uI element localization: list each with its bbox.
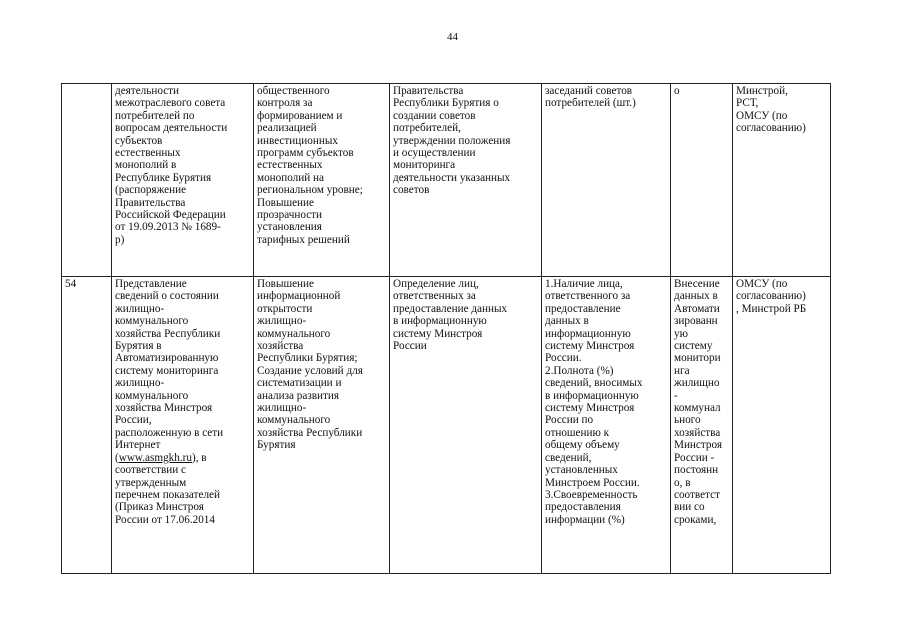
cell-text-line: утвержденным	[115, 476, 187, 489]
goal-cell	[254, 84, 390, 277]
cell-text-line: инвестиционных	[257, 134, 338, 147]
cell-text-line: Правительства	[115, 196, 186, 209]
cell-text-line: сведений,	[545, 451, 592, 464]
cell-text-line: Минстроем России.	[545, 476, 640, 489]
cell-text-line: информационную	[545, 327, 631, 340]
cell-text-line: потребителей по	[115, 109, 195, 122]
cell-text-line: расположенную в сети	[115, 426, 224, 439]
row-number-cell: 54	[62, 277, 112, 574]
cell-text-line: р)	[115, 233, 125, 246]
cell-text-line: зированн	[674, 315, 718, 328]
cell-text-line: России -	[674, 451, 715, 464]
cell-text-line: России.	[545, 352, 582, 365]
cell-text-line: жилищно-	[257, 402, 307, 415]
cell-text-line: монитори	[674, 352, 721, 365]
cell-text-line: хозяйства Республики	[257, 426, 363, 439]
cell-text-line: субъектов	[115, 134, 163, 147]
cell-text-line: реализацией	[257, 122, 317, 135]
cell-text-line: Представление	[115, 278, 187, 290]
cell-text-line: общественного	[257, 85, 330, 97]
cell-text-line: мониторинга	[393, 159, 456, 172]
cell-text-line: программ субъектов	[257, 147, 354, 160]
cell-text-line: данных в	[545, 315, 589, 328]
cell-text-line: ОМСУ (по	[736, 109, 788, 122]
cell-text-line: вопросам деятельности	[115, 122, 228, 135]
cell-text-line: коммунального	[257, 327, 331, 340]
responsible-cell	[733, 84, 831, 277]
cell-text-line: деятельности указанных	[393, 171, 511, 184]
cell-text-line: сведений, вносимых	[545, 377, 643, 390]
cell-text-line: установления	[257, 221, 322, 234]
measure-name-cell	[112, 277, 254, 574]
cell-text-line: жилищно-	[115, 377, 165, 390]
cell-text-line: 3.Своевременность	[545, 488, 638, 501]
deadline-cell	[671, 277, 733, 574]
cell-text-line: Российской Федерации	[115, 209, 226, 222]
cell-text-line: межотраслевого совета	[115, 97, 226, 110]
cell-text-line: (Приказ Минстроя	[115, 501, 204, 514]
deadline-cell	[671, 84, 733, 277]
cell-text-line: Внесение	[674, 278, 720, 290]
cell-text-line: России по	[545, 414, 594, 427]
cell-text-line: Минстроя	[674, 439, 723, 452]
cell-text-line: прозрачности	[257, 209, 323, 222]
cell-text-line: деятельности	[115, 85, 180, 97]
cell-text-line: открытости	[257, 302, 313, 315]
cell-text-line: (распоряжение	[115, 184, 187, 197]
cell-text-line: постоянн	[674, 464, 719, 477]
cell-text-line: о	[674, 85, 680, 97]
result-cell	[390, 84, 542, 277]
cell-text-line: общему объему	[545, 439, 620, 452]
cell-text-line: соответст	[674, 488, 720, 501]
website-link[interactable]: www.asmgkh.ru	[118, 451, 192, 464]
cell-text-line: региональном уровне;	[257, 184, 363, 197]
cell-text-line: информационной	[257, 290, 341, 303]
cell-text-line: утверждении положения	[393, 134, 511, 147]
cell-text-line: согласованию)	[736, 122, 806, 135]
cell-text-line: хозяйства	[257, 340, 304, 353]
cell-text-line: 2.Полнота (%)	[545, 364, 614, 377]
cell-text-line: России	[393, 340, 427, 353]
cell-text-line: естественных	[115, 147, 181, 160]
cell-text-line: о, в	[674, 476, 691, 489]
cell-text-line: перечнем показателей	[115, 488, 220, 501]
cell-text-line: РСТ,	[736, 97, 759, 110]
cell-text-line: жилищно-	[115, 302, 165, 315]
cell-text-line: Создание условий для	[257, 364, 363, 377]
cell-text-line: информации (%)	[545, 513, 625, 526]
cell-text-line: ответственного за	[545, 290, 631, 303]
cell-text-line: от 19.09.2013 № 1689-	[115, 221, 221, 234]
measure-name-cell	[112, 84, 254, 277]
cell-text-line: ответственных за	[393, 290, 476, 303]
cell-text-line: Автоматизированную	[115, 352, 219, 365]
cell-text-line: ОМСУ (по	[736, 278, 788, 290]
cell-text-line: монополий в	[115, 159, 177, 172]
cell-text-line: в информационную	[393, 315, 487, 328]
table-row	[62, 84, 831, 277]
cell-text-line: хозяйства Минстроя	[115, 402, 213, 415]
cell-text-line: Интернет	[115, 439, 161, 452]
cell-text-line: Республики Бурятия о	[393, 97, 499, 110]
cell-text-line: тарифных решений	[257, 233, 350, 246]
cell-text-line: хозяйства Республики	[115, 327, 221, 340]
cell-text-line: Республике Бурятия	[115, 171, 212, 184]
cell-text-line: коммунального	[115, 315, 189, 328]
result-cell	[390, 277, 542, 574]
cell-text-line: предоставление данных	[393, 302, 508, 315]
cell-text-line: потребителей,	[393, 122, 461, 135]
goal-cell	[254, 277, 390, 574]
cell-text-line: коммунального	[257, 414, 331, 427]
cell-text-line: предоставления	[545, 501, 621, 514]
cell-text-line: России,	[115, 414, 152, 427]
cell-text-line: советов	[393, 184, 430, 197]
indicator-cell	[542, 84, 671, 277]
cell-text-line: хозяйства	[674, 426, 721, 439]
cell-text-line: отношению к	[545, 426, 610, 439]
responsible-cell	[733, 277, 831, 574]
cell-text-line: нга	[674, 364, 690, 377]
cell-text-line: Бурятия в	[115, 340, 162, 353]
row-number-cell	[62, 84, 112, 277]
cell-text-line: согласованию)	[736, 290, 806, 303]
cell-text-line: (www.asmgkh.ru), в	[115, 451, 207, 464]
cell-text-line: в информационную	[545, 389, 639, 402]
cell-text-line: и осуществлении	[393, 147, 476, 160]
cell-text-line: естественных	[257, 159, 323, 172]
cell-text-line: ую	[674, 327, 688, 340]
cell-text-line: систему	[674, 340, 713, 353]
cell-text-line: коммунального	[115, 389, 189, 402]
cell-text-line: предоставление	[545, 302, 621, 315]
cell-text-line: -	[674, 389, 678, 402]
cell-text-line: Минстрой,	[736, 85, 788, 97]
indicator-cell	[542, 277, 671, 574]
cell-text-line: систему Минстроя	[545, 402, 635, 415]
table-row	[62, 277, 831, 574]
cell-text-line: ьного	[674, 414, 701, 427]
cell-text-line: заседаний советов	[545, 85, 633, 97]
cell-text-line: потребителей (шт.)	[545, 97, 636, 110]
cell-text-line: монополий на	[257, 171, 324, 184]
cell-text-line: установленных	[545, 464, 618, 477]
cell-text-line: данных в	[674, 290, 718, 303]
cell-text-line: контроля за	[257, 97, 313, 110]
cell-text-line: систематизации и	[257, 377, 342, 390]
cell-text-line: систему мониторинга	[115, 364, 219, 377]
cell-text-line: сведений о состоянии	[115, 290, 219, 303]
cell-text-line: жилищно	[674, 377, 720, 390]
cell-text-line: Автомати	[674, 302, 720, 315]
cell-text-line: создании советов	[393, 109, 476, 122]
cell-text-line: формированием и	[257, 109, 343, 122]
cell-text-line: Повышение	[257, 278, 314, 290]
page-number: 44	[447, 31, 458, 43]
cell-text-line: Повышение	[257, 196, 314, 209]
cell-text-line: , Минстрой РБ	[736, 302, 807, 315]
cell-text-line: соответствии с	[115, 464, 186, 477]
cell-text-line: Правительства	[393, 85, 464, 97]
cell-text-line: систему Минстроя	[545, 340, 635, 353]
cell-text-line: Бурятия	[257, 439, 296, 452]
cell-text-line: России от 17.06.2014	[115, 513, 215, 526]
cell-text-line: 1.Наличие лица,	[545, 278, 623, 290]
cell-text-line: вии со	[674, 501, 705, 514]
measures-table	[61, 83, 831, 574]
cell-text-line: Республики Бурятия;	[257, 352, 358, 365]
cell-text-line: Определение лиц,	[393, 278, 479, 290]
cell-text-line: коммунал	[674, 402, 721, 415]
cell-text-line: сроками,	[674, 513, 717, 526]
cell-text-line: систему Минстроя	[393, 327, 483, 340]
cell-text-line: анализа развития	[257, 389, 340, 402]
cell-text-line: жилищно-	[257, 315, 307, 328]
